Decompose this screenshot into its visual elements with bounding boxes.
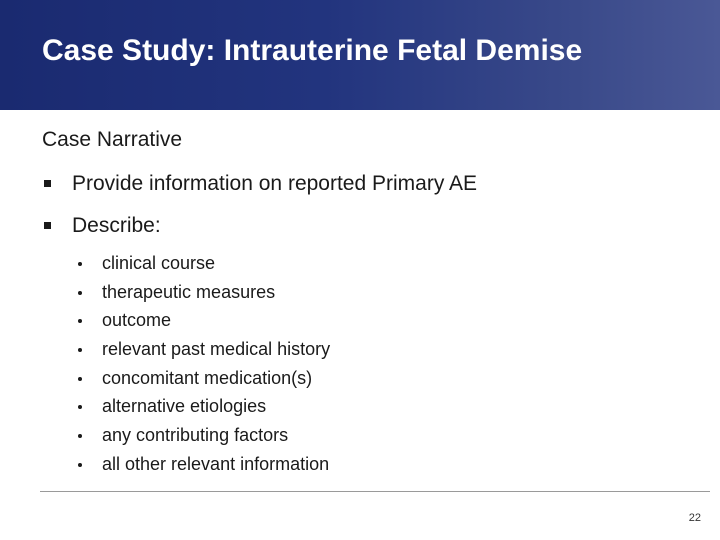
section-subheading: Case Narrative	[42, 128, 183, 151]
dot-bullet-icon	[78, 348, 82, 352]
sub-bullet-text: clinical course	[102, 253, 216, 273]
bullet-text: Provide information on reported Primary AE	[72, 172, 478, 195]
dot-bullet-icon	[78, 291, 82, 295]
slide-title: Case Study: Intrauterine Fetal Demise	[42, 34, 583, 67]
dot-bullet-icon	[78, 319, 82, 323]
dot-bullet-icon	[78, 377, 82, 381]
sub-bullet-text: relevant past medical history	[102, 339, 331, 360]
dot-bullet-icon	[78, 262, 82, 266]
square-bullet-icon	[44, 222, 51, 229]
sub-bullet-text: all other relevant information	[102, 453, 330, 474]
page-number: 22	[688, 512, 701, 524]
sub-bullet-text: therapeutic measures	[102, 281, 276, 302]
bullet-text: Describe:	[72, 214, 161, 237]
title-bar	[0, 0, 720, 110]
square-bullet-icon	[44, 180, 51, 187]
dot-bullet-icon	[78, 434, 82, 438]
dot-bullet-icon	[78, 463, 82, 467]
footer-divider	[40, 491, 710, 492]
sub-bullet-text: concomitant medication(s)	[102, 367, 313, 388]
sub-bullet-text: alternative etiologies	[102, 396, 267, 417]
sub-bullet-text: any contributing factors	[102, 425, 289, 446]
dot-bullet-icon	[78, 405, 82, 409]
sub-bullet-text: outcome	[102, 310, 172, 331]
